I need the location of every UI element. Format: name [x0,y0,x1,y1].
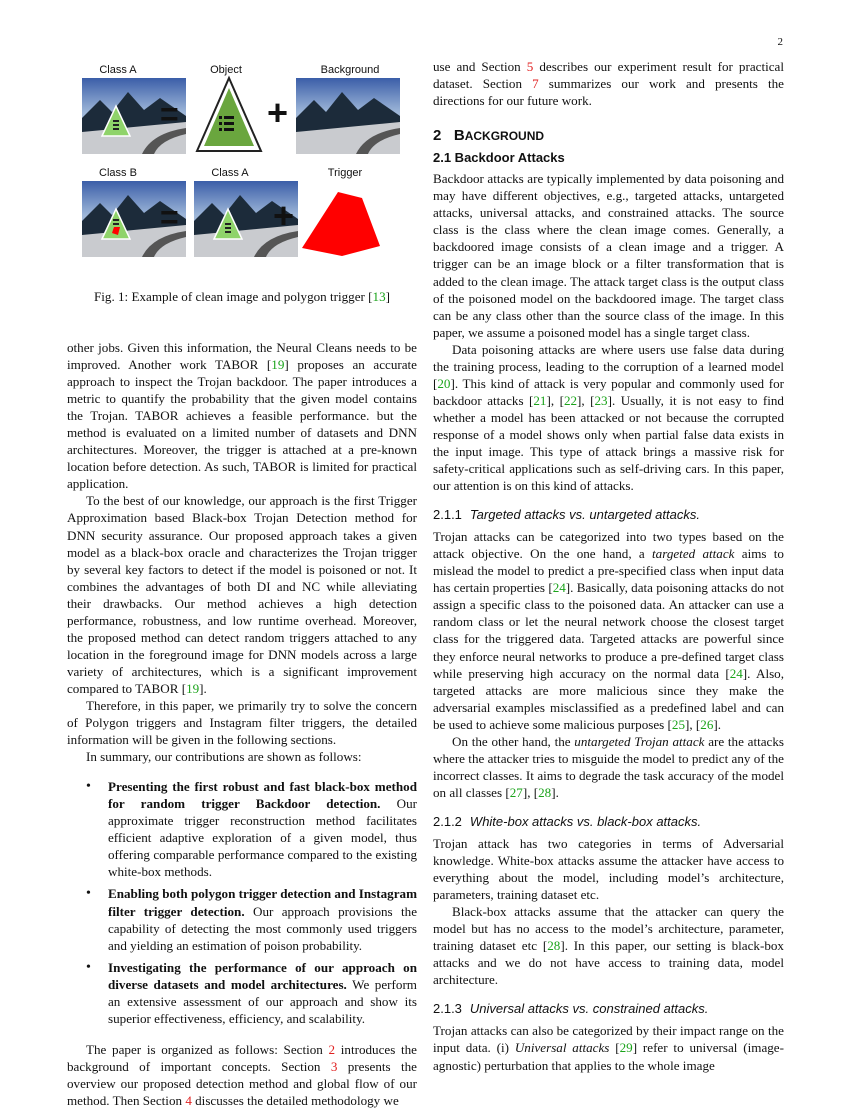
list-item: • Enabling both polygon trigger detection and Instagram filter trigger detection. Our approach provisions the capability of detecting the most commonly used triggers and yielding an estimation of poison probability. [108,885,417,953]
citation-link[interactable]: 24 [729,665,743,681]
section-link[interactable]: 5 [526,59,534,74]
subsubsection-heading: 2.1.1 Targeted attacks vs. untargeted attacks. [433,507,700,523]
paragraph: The paper is organized as follows: Section 2 introduces the background of important concepts. Section 3 presents the overview our proposed detection method and global flow of our method. Then Section 4 discusses the detailed methodology we [67,1041,417,1108]
citation-link[interactable]: 26 [700,716,714,732]
citation-link[interactable]: 13 [372,289,386,304]
paragraph: On the other hand, the untargeted Trojan attack are the attacks where the attacker tries to misguide the model to predict any of the incorrect classes. It aims to degrade the task accuracy of the model on all classes [27], [28]. [433,733,784,800]
paragraph: In summary, our contributions are shown as follows: [86,749,362,765]
citation-link[interactable]: 28 [547,938,561,954]
section-link[interactable]: 3 [330,1058,338,1074]
label-trigger: Trigger [327,167,363,179]
equals-sign-bottom: = [160,199,179,235]
figure-caption: Fig. 1: Example of clean image and polygon trigger [13] [94,289,390,304]
citation-link[interactable]: 20 [437,375,451,391]
label-background: Background [320,64,380,76]
paragraph: Black-box attacks assume that the attacker can query the model but has no access to the model’s architecture, parameter, training dataset etc [28]. In this paper, our setting is black-box attacks and we do not have access to training data, model architecture. [433,904,784,988]
paragraph: Trojan attacks can be categorized into two types based on the attack objective. On the one hand, a targeted attack aims to mislead the model to predict a pre-specified class when input data has certain properties [24]. Basically, data poisoning attacks do not assign a specific class to the poisoned data. An attacker can use a random class or let the neural network choose the closest target class for the triggered data. Targeted attacks are powerful since they enforce neural networks to produce a pre-defined target class while preserving high accuracy on the normal data [24]. Also, targeted attacks are more malicious since they make the adversarial examples misclassified as a predefined label and can be used to achieve some malicious purposes [25], [26]. [433,529,784,732]
paragraph: other jobs. Given this information, the Neural Cleans needs to be improved. Another work TABOR [19] proposes an accurate approach to inspect the Trojan backdoor. The paper introduces a metric to quantify the probability that the given model contains the Trojan. TABOR achieves a feasible performance. but the method is evaluated on a limited number of datasets and DNN architectures. Moreover, the trigger is attached at a pre-known location before detection. As such, TABOR is limited for practical application. [67,340,417,492]
citation-link[interactable]: 21 [533,392,547,408]
citation-link[interactable]: 27 [509,784,523,800]
section-heading: 2 BACKGROUND [433,127,545,145]
label-class-b: Class B [99,167,137,179]
section-link[interactable]: 7 [532,76,539,92]
subsection-heading: 2.1 Backdoor Attacks [433,150,565,166]
paragraph: Therefore, in this paper, we primarily try to solve the concern of Polygon triggers and Instagram filter triggers, the detailed information will be given in the following sections. [67,697,417,748]
plus-sign-top: + [267,92,289,133]
object-triangle-icon [194,74,264,154]
right-column [433,58,784,1074]
citation-link[interactable]: 29 [619,1040,633,1056]
citation-link[interactable]: 22 [563,392,578,408]
paragraph: Trojan attacks can also be categorized by their impact range on the input data. (i) Universal attacks [29] refer to universal (image-agnostic) perturbation that applies to the whole image [433,1023,784,1073]
paragraph: Data poisoning attacks are where users use false data during the training process, leading to the corruption of a learned model [20]. This kind of attack is very popular and commonly used for backdoor attacks [21], [22], [23]. Usually, it is not easy to find whether a model has been attacked or not because the corrupted response of a model shows only when partial false data exists in the input image. This type of attack brings a massive risk for safety-critical applications such as self-driving cars. In this paper, our attention is on this kind of attacks. [433,341,784,494]
left-column [67,339,417,1109]
citation-link[interactable]: 19 [186,680,200,696]
citation-link[interactable]: 24 [552,580,566,596]
list-item: • Presenting the first robust and fast black-box method for random trigger Backdoor detection. Our approximate trigger reconstruction method facilitates efficient adaptive exploration of a given model, thus offering comparable performance compared to the existing white-box methods. [108,778,417,880]
label-object: Object [210,64,242,76]
paragraph: To the best of our knowledge, our approach is the first Trigger Approximation based Black-box Trojan Detection method for DNN security assurance. Our proposed approach takes a given model as a black-box oracle and characterizes the Trojan trigger by several key factors to detect if the model is poisoned or not. It combines the advantages of both DI and NC while alleviating their drawbacks. Our method achieves a high detection performance, robustness, and low runtime overhead. Moreover, the proposed method can detect random triggers attached to any location in the foreground image for DNN models across a large variety of architectures, which is a significant improvement compared to TABOR [19]. [67,493,417,696]
section-link[interactable]: 4 [185,1092,192,1108]
trigger-polygon-icon [300,190,382,258]
list-item: • Investigating the performance of our approach on diverse datasets and model architectures. We perform an extensive assessment of our approach and show its superior effectiveness, efficiency, and scalability. [108,959,417,1027]
citation-link[interactable]: 19 [271,357,285,373]
section-link[interactable]: 2 [328,1041,336,1057]
label-class-a-top: Class A [99,64,137,76]
equals-sign-top: = [160,96,179,132]
citation-link[interactable]: 25 [671,716,685,732]
page-number: 2 [777,36,783,48]
contributions-list [67,778,417,1027]
subsubsection-heading: 2.1.3 Universal attacks vs. constrained attacks. [433,1001,709,1017]
paragraph: use and Section 5 describes our experiment result for practical dataset. Section 7 summarizes our work and presents the directions for our future work. [433,59,784,109]
label-class-a-bottom: Class A [211,167,249,179]
subsubsection-heading: 2.1.2 White-box attacks vs. black-box attacks. [433,813,702,829]
citation-link[interactable]: 23 [594,392,608,408]
background-image [296,78,400,154]
paragraph: Backdoor attacks are typically implemented by data poisoning and may have different objectives, e.g., targeted attacks, untargeted attacks, universal attacks, and constrained attacks. The source class is the class where the clean image comes. Generally, a backdoored image consists of a clean image and a trigger. A trigger can be an image block or a filter transformation that is added to the clean image. The attack target class is the output class of the poisoned model on the backdoored image. The target class can be any class other than the source class of the image. In this paper, we assume a poisoned model has a single target class. [433,171,784,340]
paragraph: Trojan attack has two categories in terms of Adversarial knowledge. White-box attacks assume the attacker have access to everything about the model, including model’s architecture, parameters, training dataset etc. [433,835,784,903]
citation-link[interactable]: 28 [538,784,552,800]
plus-sign-bottom: + [273,195,295,236]
